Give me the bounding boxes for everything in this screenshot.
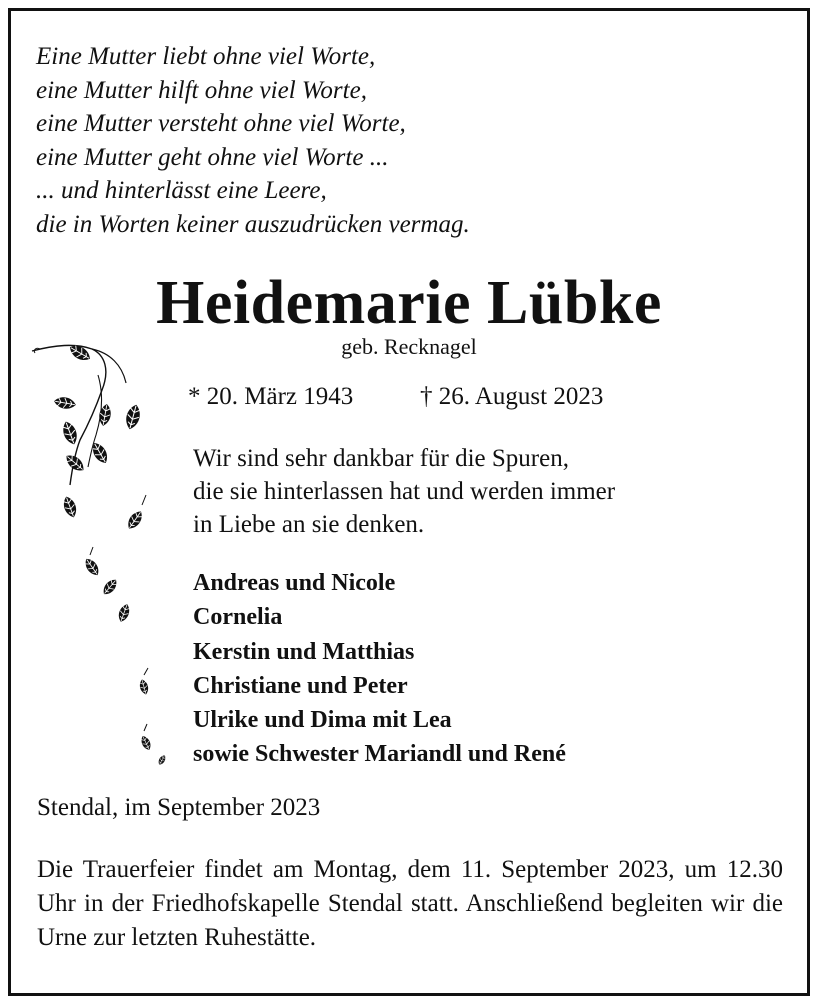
thanks-text [193,442,615,541]
family-member: sowie Schwester Mariandl und René [193,741,566,768]
family-member: Andreas und Nicole [193,570,396,596]
birth-date: * 20. März 1943 [188,383,354,410]
family-list [193,566,566,772]
deceased-name: Heidemarie Lübke [156,269,662,337]
family-member: Christiane und Peter [193,672,408,699]
maiden-name: geb. Recknagel [341,334,477,359]
place-date: Stendal, im September 2023 [37,794,321,821]
family-member: Cornelia [193,604,283,631]
poem-line: eine Mutter hilft ohne viel Worte, [36,76,367,104]
death-date: † 26. August 2023 [420,383,604,410]
poem-line: Eine Mutter liebt ohne viel Worte, [36,43,376,70]
family-member: Kerstin und Matthias [193,638,415,665]
poem-line: eine Mutter versteht ohne viel Worte, [36,110,406,137]
poem-line: eine Mutter geht ohne viel Worte ... [36,143,389,171]
poem [36,40,470,241]
thanks-line: Wir sind sehr dankbar für die Spuren, [193,445,569,472]
funeral-service-text: Die Trauerfeier findet am Montag, dem 11. September 2023, um 12.30 Uhr in der Friedhofskapelle Stendal statt. Anschließend begleiten wir die Urne zur letzten Ruhestätte. [37,856,783,951]
thanks-line: die sie hinterlassen hat und werden immer [193,478,616,505]
thanks-line: in Liebe an sie denken. [193,511,425,538]
poem-line: ... und hinterlässt eine Leere, [36,177,327,204]
family-member: Ulrike und Dima mit Lea [193,707,452,734]
birch-leaves-icon [30,335,180,775]
poem-line: die in Worten keiner auszudrücken vermag. [36,210,470,238]
